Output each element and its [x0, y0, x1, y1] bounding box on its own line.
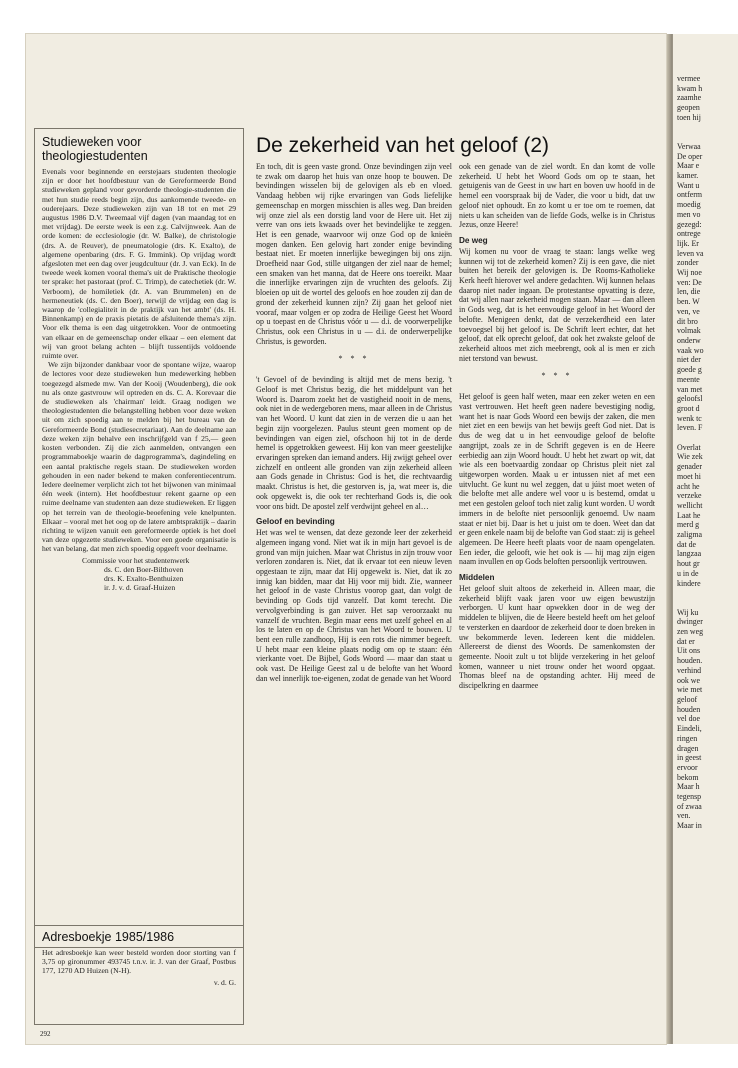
right-page-line: dat er	[677, 636, 695, 646]
adresboekje-box	[34, 925, 244, 1025]
right-page-line: ervoor	[677, 762, 698, 772]
right-page-line: genader	[677, 462, 702, 472]
right-page-line: langzaa	[677, 549, 702, 559]
right-page-line: geloof	[677, 695, 698, 704]
right-page-line: ontferm	[677, 190, 702, 200]
sidebar-paragraph-1: Evenals voor beginnende en eerstejaars studenten theologie zijn er door het hoofdbestuur van de Gereformeerde Bond studieweken gepland voor gevorderde theologie-studenten die met hun studie reeds begin zijn, dus aankomende tweede- en ouderejaars. Deze studieweken zijn van 18 tot en met 29 augustus 1986 D.V. Tweemaal vijf dagen (van maandag tot en met vrijdag). De eerste week is een z.g. Calvijnweek. Aan de orde komen: de ecclesiologie (dr. W. Balke), de christologie (drs. A. de Reuver), de pneumatologie (drs. K. Exalto), de algemene openbaring (drs. F. G. Immink). Op vrijdag wordt afgesloten met een dag over jeugdcultuur (dr. J. van Eck). In de tweede week komen vooral thema's uit de Praktische theologie ter sprake: het pastoraat (prof. C. Trimp), de catechetiek (dr. W. Verboom), de homiletiek (dr. A. van Brummelen) en de hermeneutiek (ds. C. den Boer), terwijl de vrijdag een dag is waarop de 'collegialiteit in de praktijk van het ambt' (ds. H. Binnenkamp) en de praxis pietatis de afsluitende thema's zijn. Voor elk thema is een dag uitgetrokken. Voor de ontmoeting van elkaar en de gemeenschap onder elkaar – een element dat wij van groot belang achten – blijft tussentijds voldoende ruimte over.	[42, 167, 236, 361]
article-paragraph: Het was wel te wensen, dat deze gezonde leer der zekerheid algemeen ingang vond. Niet wat ik in mijn hart gevoel is de grond van mijn juichen. Maar wat Christus in zijn trouw voor verloren zondaren is. Niet, dat ik ervaar tot een nieuw leven opgestaan te zijn, maar dat Hij opgewekt is. Niet, dat ik zo innig kan bidden, maar dat Hij voor mij bidt. Zie, wanneer het geloof in de vaste Christus voorop gaat, dan volgt de bevinding op Gods tijd vanzelf. Dat komt terecht. Die vervolgverbinding is gan zuiver. Het sap veroorzaakt nu vanzelf de vruchten. Begin maar eens met uzelf geheel en al los te laten en op de Christus van het Woord te bouwen. U bent een rulle zandhoop, Hij is een rots die nimmer begeeft. U hebt maar een kleine plaats nodig om op te staan: één vierkante voet. De Bijbel, Gods Woord — maar dan staat u ook vast. De Heilige Geest zal u de belofte van het Woord dan wel innerlijk toe-eigenen, zodat de genade van het Woord	[256, 528, 452, 683]
right-page-line: toen hij	[677, 112, 701, 122]
signature-line: ir. J. v. d. Graaf-Huizen	[104, 583, 176, 593]
right-page-line: volmak	[677, 326, 701, 336]
right-page-line: zonder	[677, 258, 699, 268]
right-page-line: kwam h	[677, 83, 703, 93]
right-page-line: zaamhe	[677, 93, 702, 103]
right-page-line: zaligma	[677, 530, 702, 540]
right-page-line: ontrege	[677, 229, 701, 239]
right-page-line: van met	[677, 384, 703, 394]
right-page-line: wie met	[677, 685, 703, 695]
right-page-line: wenk tc	[677, 413, 702, 423]
adresboekje-signature: v. d. G.	[213, 977, 236, 987]
section-divider: * * *	[541, 371, 573, 381]
right-page-line: Eindeli,	[677, 724, 702, 734]
right-page-line: of zwaa	[677, 801, 702, 811]
right-page-line: niet der	[677, 355, 701, 365]
right-page-line: lijk. Er	[677, 238, 699, 248]
right-page-line: wellicht	[677, 500, 703, 510]
right-page-line: ringen	[677, 733, 698, 743]
right-page-line: Laat he	[677, 510, 701, 520]
right-page-line: Want u	[677, 180, 700, 190]
right-page-line: ook we	[677, 675, 701, 685]
article-paragraph: En toch, dit is geen vaste grond. Onze bevindingen zijn veel te zwak om daarop het huis van onze hoop te bouwen. De bevindingen wisselen bij de gelovigen als eb en vloed. Vandaag hebben wij rijke ervaringen van Gods liefelijke gemeenschap en morgen misschien is alles weg. Dan breiden wij onze ziel als een dorstig land voor de Here uit. Het zij verre van ons iets kwaads over het bevindelijke te zeggen. Het is een genade, waarvoor wij onze God op de knieën mogen danken. Een gelovig hart zonder enige bevinding bestaat niet. Er moeten innerlijke bewegingen bij ons zijn. Droefheid naar God, stille uitgangen der ziel naar de hemel; een smaken van het manna, dat de Heere ons toereikt. Maar die innerlijke ervaringen zijn de vruchten des geloofs. Zij bloeien op uit de wortel des geloofs en hoe zouden zij dan de grond der zekerheid kunnen zijn? Zij gaan het geloof niet vooraf, maar volgen er op zodra de Heilige Geest het Woord op u toepast en de Christus vóór u — d.i. de voorwerpelijke Christus, ook een Christus in u — d.i. de onderwerpelijke Christus, is geworden.	[256, 162, 452, 346]
right-page-line: meente	[677, 374, 700, 384]
right-page-line	[677, 588, 704, 598]
right-page-line: ven.	[677, 811, 691, 821]
right-page-line: leven va	[677, 248, 704, 258]
right-page-line: geopen	[677, 103, 700, 113]
right-page-line: leven. F	[677, 423, 703, 433]
right-page-line: Maar e	[677, 161, 700, 171]
right-page-line: dat de	[677, 539, 697, 549]
right-page-line: ben. W	[677, 297, 700, 307]
right-page-line: vel doe	[677, 714, 701, 724]
article-paragraph: Het geloof is geen half weten, maar een zeker weten en een vast vertrouwen. Het heeft geen nadere bevestiging nodig, want het is naar Gods Woord een bewijs der zaken, die men niet ziet en een bewijs van het bewijs geeft God niet. Dat is dus de weg dat u in het eenvoudige geloof de belofte aangrijpt, zoals ze in de Schrift gegeven is en de Heere eerbiedig aan zijn Woord houdt. U hebt het zwart op wit, dat wie als een boetvaardig zondaar op Christus pleit niet zal uitgeworpen worden. Maak u er intussen niet af met een uitvlucht. Ge kunt nu wel zeggen, dat u júist moet weten of die belofte met alle andere wel voor u is bestemd, omdat u met een gestolen geloof toch niet zalig kunt worden. U wordt immers in de belofte niet persoonlijk genoemd. Uw naam staat er niet bij. Daar is het u juist om te doen. Weet dan dat er geen enkele naam bij de belofte van God staat: zij is geheel algemeen. De Heere heeft plaats voor de naam opengelaten. Een ieder, die gelooft, wie het ook is — hij mag zijn eigen naam invullen en op Gods beloften persoonlijk vertrouwen.	[459, 392, 655, 567]
right-page-line: Verwaa	[677, 141, 701, 151]
right-page-line	[677, 123, 704, 133]
sidebar-signature	[42, 556, 236, 593]
signature-line: drs. K. Exalto-Benthuizen	[104, 573, 184, 583]
article-column-1	[256, 162, 452, 1022]
right-page-line	[677, 132, 704, 142]
right-page-line: vaak wo	[677, 345, 704, 355]
right-page-line: Maar in	[677, 821, 702, 831]
right-page-line: verzeke	[677, 491, 702, 501]
article-paragraph: 't Gevoel of de bevinding is altijd met de mens bezig. 't Geloof is met Christus bezig, die het middelpunt van het Woord is. Daarom zoekt het de vastigheid nooit in de mens, ook niet in de wedergeboren mens, maar alleen in de Christus van het Woord. U kunt dat zien in de verzen die u aan het begin zijn voorgelezen. Paulus steunt geen moment op de bevindingen van eigen ziel, ofschoon hij tot in de derde hemel is opgetrokken geweest. Hij kon van meer geestelijke ervaringen spreken dan iemand anders. Hij zwijgt geheel over zichzelf en ontleent alle gronden van zijn zekerheid alleen aan Gods genade in Christus: God is het, die rechtvaardig maakt. Christus is het, die gestorven is, ja, wat meer is, die ook opgewekt is, die ook ter rechterhand Gods is, die ook voor ons bidt. De apostel zelf verdwijnt geheel en al…	[256, 375, 452, 511]
right-page-line: geloofsl	[677, 394, 703, 404]
article-column-2	[459, 162, 655, 1022]
signature-line: Commissie voor het studentenwerk	[82, 555, 190, 565]
right-page-line: len, die	[677, 287, 701, 297]
page-number: 292	[40, 1030, 51, 1038]
right-page-line: merd g	[677, 520, 700, 530]
right-page-line: houden.	[677, 656, 703, 666]
section-heading: De weg	[459, 235, 488, 245]
right-page-line: moet hi	[677, 471, 701, 481]
adresboekje-text: Het adresboekje kan weer besteld worden door storting van f 3,75 op gironummer 493745 t.n.v. ir. J. van der Graaf, Postbus 177, 1270 AD Huizen (N-H).	[42, 948, 236, 976]
right-page-line: vermee	[677, 74, 701, 83]
adresboekje-title: Adresboekje 1985/1986	[42, 930, 175, 944]
right-page-line: Overlat	[677, 442, 701, 452]
right-page-line: dit bro	[677, 316, 698, 326]
right-page-line: bekom	[677, 772, 699, 782]
right-page-line	[677, 598, 704, 608]
article-paragraph: Het geloof sluit altoos de zekerheid in. Alleen maar, die zekerheid blijft vaak jaren voor uw eigen bewustzijn verborgen. U kunt haar opwekken door in de weg der middelen te blijven, die de Heere besteld heeft om het geloof te versterken en daardoor de zekerheid door te doen breken in uw bekommerde leven. Iedereen kent die middelen. Allereerst de dienst des Woords. De samenkomsten der gemeente. Nooit zult u tot blijde verzekering in het geloof komen, wanneer u niet trouw onder het woord opgaat. Thomas bleef na de opstanding achter. Hij meed de discipelkring en daarmee	[459, 584, 655, 691]
section-divider: * * *	[338, 354, 370, 364]
right-page-line: groot d	[677, 403, 700, 413]
right-page-line: Uit ons	[677, 646, 701, 656]
right-page-line: ven: De	[677, 277, 702, 287]
right-page-line: kamer.	[677, 171, 699, 181]
right-page-line: Wij ku	[677, 607, 699, 617]
right-page-line: De oper	[677, 151, 703, 161]
right-page-fragment	[672, 34, 738, 1044]
article-paragraph: ook een genade van de ziel wordt. En dan komt de volle zekerheid. U hebt het Woord Gods om op te staan, het getuigenis van de Geest in uw hart en boven uw hoofd in de hemel een voorspraak bij de Vader, die voor u bidt, dat uw geloof niet ophoudt. En zo komt u er toe om te roemen, dat niets u kan scheiden van de liefde Gods, welke is in Christus Jezus, onze Heere!	[459, 162, 655, 230]
sidebar-title: Studieweken voor theologiestudenten	[42, 135, 148, 163]
right-page-line: moedig	[677, 200, 701, 210]
right-page-line: dwinger	[677, 617, 703, 627]
right-page-line: Maar h	[677, 782, 700, 792]
right-page-line: dragen	[677, 743, 699, 753]
right-page-line: houden	[677, 704, 701, 714]
sidebar-paragraph-2: We zijn bijzonder dankbaar voor de spontane wijze, waarop de lectores voor deze studieweken hun medewerking hebben toegezegd alsmede mw. Van der Kooij (Woudenberg), die ook nu als onze gastvrouw wil optreden en ds. C. A. Korevaar die de studieweken als 'chairman' leidt. Graag nodigen we theologiestudenten die belangstelling hebben voor deze weken uit om zich spoedig aan te melden bij het bureau van de Gereformeerde Bond (studiesecretariaat). Aan de deelname aan deze weken zijn behalve een inschrijfgeld van f 25,— geen kosten verbonden. Zij die zich aanmelden, ontvangen een programmaboekje waarin de dagprogramma's, dagindeling en een aantal praktische regels staan. De studieweken worden gehouden in een nader bekend te maken conferentiecentrum. Iedere deelnemer verplicht zich tot het bijwonen van minimaal één week (intern). Het hoofdbestuur rekent gaarne op een ruime deelname van studenten aan deze studieweken. Er liggen op het terrein van de theologie-beoefening vele knelpunten. Elkaar – vooral met het oog op de latere ambtspraktijk – daarin richting te wijzen vanuit een gereformeerde optiek is het doel van deze opgezette studieweken. Voor een goede organisatie is het van belang, dat men zich spoedig opgeeft voor deelname.	[42, 360, 236, 554]
signature-line: ds. C. den Boer-Bilthoven	[104, 564, 184, 574]
section-heading: Geloof en bevinding	[256, 517, 335, 527]
right-page-line: acht he	[677, 481, 700, 491]
right-page-line: ven, ve	[677, 306, 700, 316]
right-page-line: u in de	[677, 568, 699, 578]
right-page-line: zen weg	[677, 627, 704, 637]
right-page-line: in geest	[677, 753, 702, 763]
article-paragraph: Wij komen nu voor de vraag te staan: langs welke weg kunnen wij tot de zekerheid komen? Zij is een gave, die niet buiten het bereik der gelovigen is. De Rooms-Katholieke Kerk heeft hierover wel andere gedachten. Wij kunnen helaas daarop niet nader ingaan. De protestantse opvatting is deze, dat wij allen naar zekerheid mogen staan. Maar — dan alleen in Gods weg, dat is het eenvoudige geloof in het Woord der belofte. Menigeen denkt, dat de verzekerdheid een later toevoegsel bij het geloof is. De Schrift leert echter, dat het geloof, dat elk oprecht geloof, dat ook het zwakste geloof de zekerheid altoos met zich meebrengt, ook al is men er zich niet terstond van bewust.	[459, 246, 655, 363]
right-page-line: verhind	[677, 665, 702, 675]
section-heading: Middelen	[459, 573, 495, 583]
right-page-line: hout gr	[677, 559, 700, 569]
right-page-text	[677, 74, 704, 831]
right-page-line: onderw	[677, 335, 701, 345]
sidebar-box-studieweken	[34, 128, 244, 948]
right-page-line: Wie zek	[677, 452, 703, 462]
right-page-line: Wij noe	[677, 268, 702, 278]
right-page-line: tegensp	[677, 792, 702, 802]
right-page-line: goede g	[677, 365, 702, 375]
right-page-line: gezegd:	[677, 219, 702, 229]
right-page-line	[677, 433, 704, 443]
right-page-line: men vo	[677, 209, 701, 219]
article-title: De zekerheid van het geloof (2)	[256, 134, 550, 157]
right-page-line: kindere	[677, 578, 701, 588]
